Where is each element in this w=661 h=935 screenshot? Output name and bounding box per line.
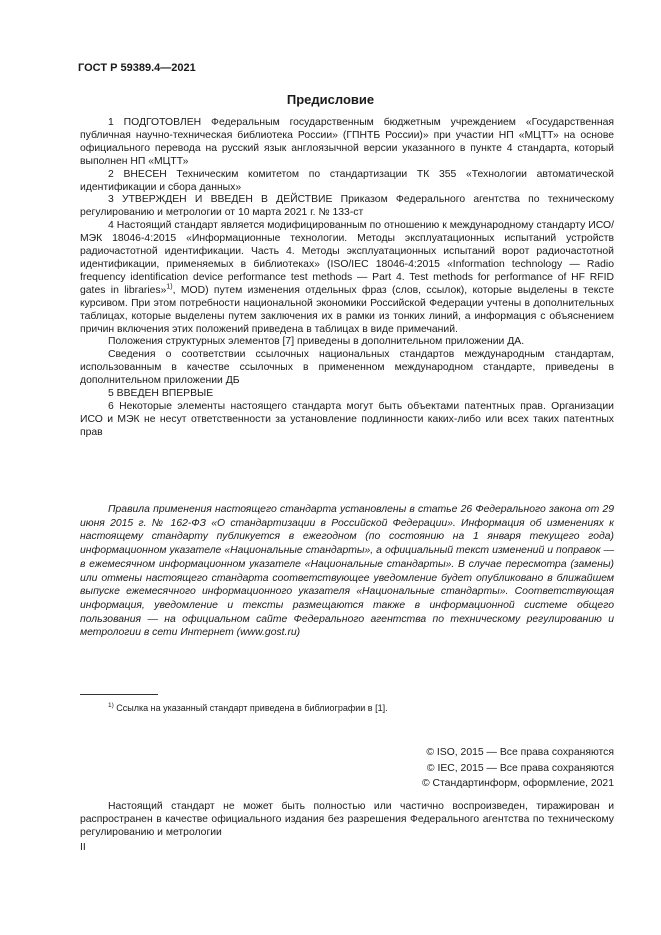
foreword-body — [80, 117, 614, 440]
application-rules-notice: Правила применения настоящего стандарта установлены в статье 26 Федерального закона от 29 июня 2015 г. № 162-ФЗ «О стандартизации в Российской Федерации». Информация об изменениях к настоящему стандарту публикуется в ежегодном (по состоянию на 1 января текущего года) информационном указателе «Национальные стандарты», а официальный текст изменений и поправок — в ежемесячном информационном указателе «Национальные стандарты». В случае пересмотра (замены) или отмены настоящего стандарта соответствующее уведомление будет опубликовано в ближайшем выпуске ежемесячного информационного указателя «Национальные стандарты». Соответствующая информация, уведомление и тексты размещаются также в информационной системе общего пользования — на официальном сайте Федерального агентства по техническому регулированию и метрологии в сети Интернет (www.gost.ru) — [80, 504, 614, 639]
copyright-block — [422, 745, 614, 792]
reproduction-disclaimer: Настоящий стандарт не может быть полностью или частично воспроизведен, тиражирован и распространен в качестве официального издания без разрешения Федерального агентства по техническому регулированию и метрологии — [80, 801, 614, 838]
structural-elements-note: Положения структурных элементов [7] приведены в дополнительном приложении ДА. — [108, 336, 525, 348]
page-title: Предисловие — [286, 92, 375, 107]
copyright-standartinform: © Стандартинформ, оформление, 2021 — [421, 778, 614, 789]
footnote-text: Ссылка на указанный стандарт приведена в библиографии в [1]. — [113, 703, 388, 713]
foreword-item-5: 5 ВВЕДЕН ВПЕРВЫЕ — [108, 388, 214, 400]
copyright-iso: © ISO, 2015 — Все права сохраняются — [426, 747, 614, 758]
foreword-item-4 — [80, 220, 614, 336]
foreword-item-6: 6 Некоторые элементы настоящего стандарта могут быть объектами патентных прав. Организации ИСО и МЭК не несут ответственности за установление подлинности каких-либо или всех таких патентных прав — [80, 400, 614, 438]
references-note: Сведения о соответствии ссылочных национальных стандартов международным стандартам, использованным в качестве ссылочных в примененном международном стандарте, приведены в дополнительном приложении ДБ — [80, 349, 614, 387]
footnote — [108, 703, 388, 713]
footnote-divider — [80, 694, 158, 695]
foreword-item-2: 2 ВНЕСЕН Техническим комитетом по стандартизации ТК 355 «Технологии автоматической идентификации и сбора данных» — [80, 168, 614, 193]
standard-number: ГОСТ Р 59389.4—2021 — [78, 62, 196, 74]
page-number: II — [80, 842, 86, 853]
foreword-item-3: 3 УТВЕРЖДЕН И ВВЕДЕН В ДЕЙСТВИЕ Приказом Федерального агентства по техническому регулированию и метрологии от 10 марта 2021 г. № 133-ст — [80, 194, 614, 219]
footnote-ref: 1) — [166, 283, 173, 291]
foreword-item-4-cont: , MOD) путем изменения отдельных фраз (слов, ссылок), которые выделены в тексте курсивом. При этом потребности национальной экономики Российской Федерации учтены в дополнительных таблицах, которые выделены путем заключения их в рамки из тонких линий, а информация с объяснением причин включения этих положений приведена в таблицах в виде примечаний. — [80, 284, 614, 335]
footnote-marker: 1) — [108, 702, 114, 709]
foreword-item-1: 1 ПОДГОТОВЛЕН Федеральным государственным бюджетным учреждением «Государственная публичная научно-техническая библиотека России» (ГПНТБ России)» при участии НП «МЦТТ» на основе официального перевода на русский язык англоязычной версии указанного в пункте 4 стандарта, который выполнен НП «МЦТТ» — [80, 117, 614, 167]
copyright-iec: © IEC, 2015 — Все права сохраняются — [426, 762, 614, 774]
foreword-item-4-text: 4 Настоящий стандарт является модифицированным по отношению к международному стандарту ИСО/МЭК 18046-4:2015 «Информационные технологии. Методы эксплуатационных испытаний устройств радиочастотной идентификации. Часть 4. Методы эксплуатационных испытаний ворот радиочастотной идентификации, применяемых в библиотеках» (ISO/IEC 18046-4:2015 «Information technology — Radio frequency identification device performance test methods — Part 4. Test methods for performance of HF RFID gates in libraries» — [80, 220, 614, 296]
